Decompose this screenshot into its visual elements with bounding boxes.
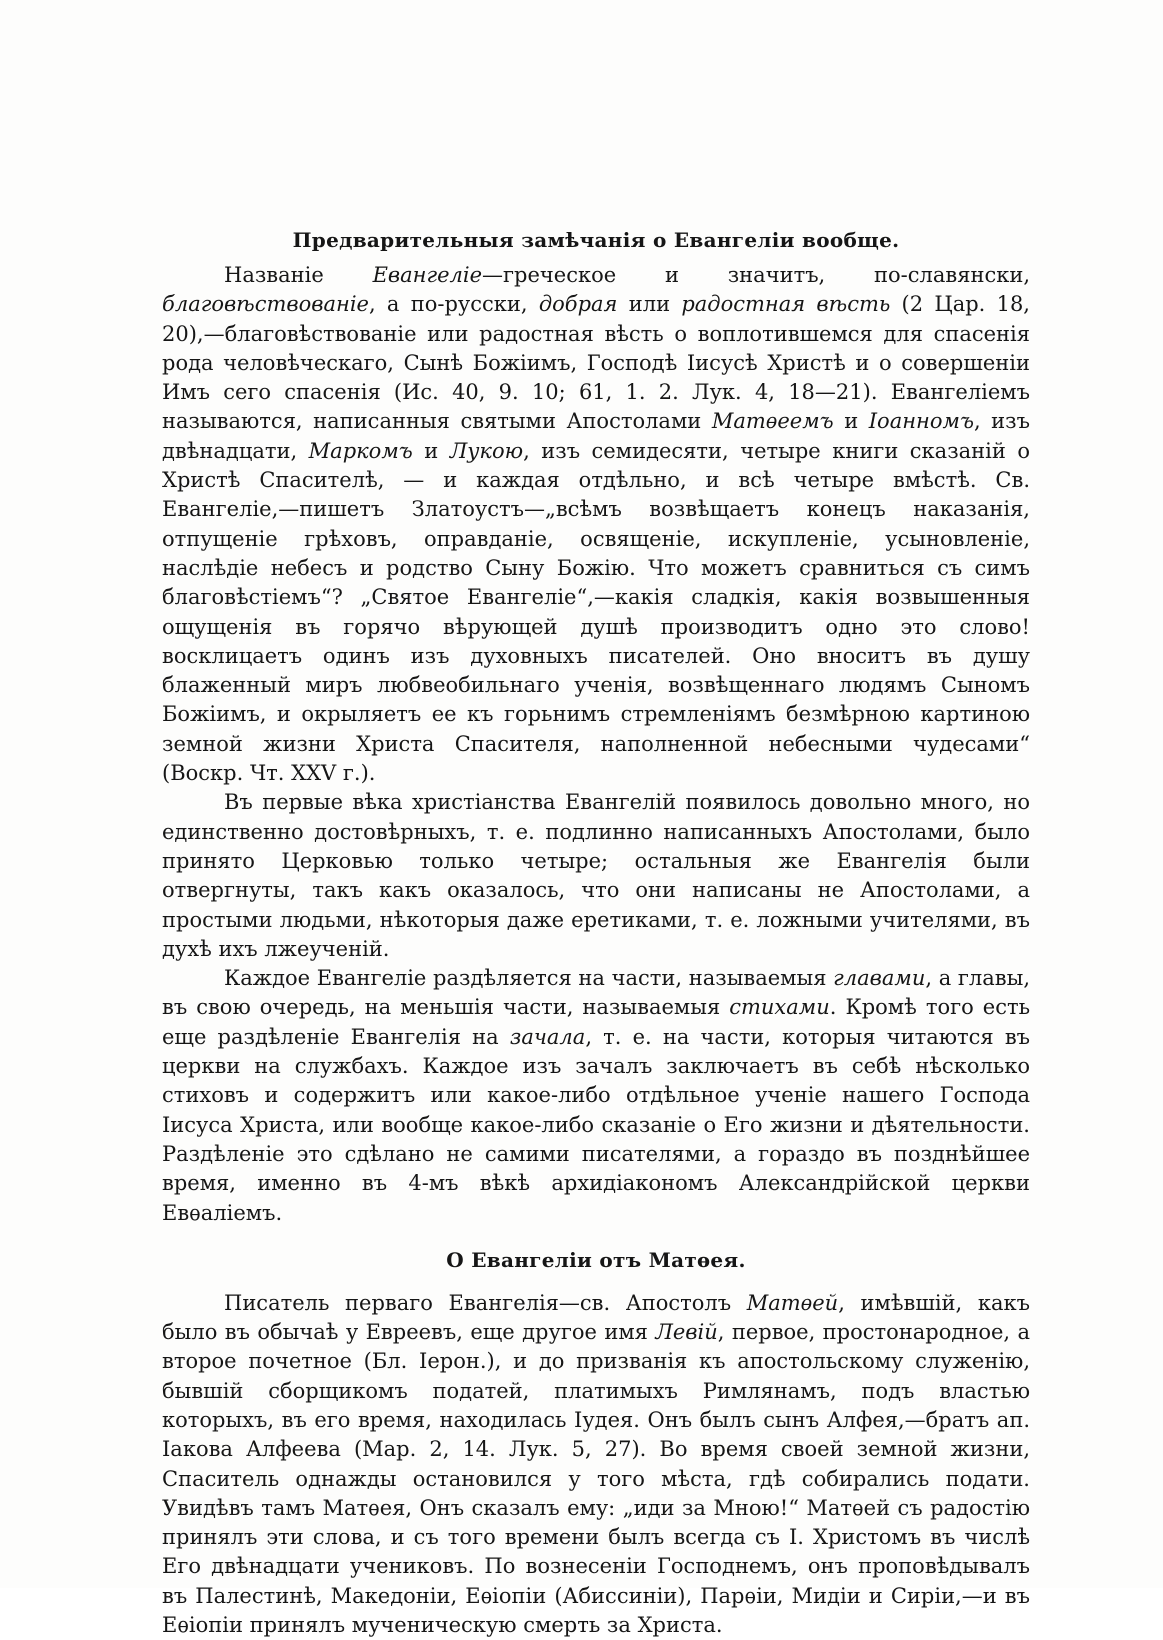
italic-term: Левій <box>655 1320 718 1345</box>
text-run: Названіе <box>224 263 373 287</box>
paragraph-apostle-matthew <box>162 1289 1030 1640</box>
text-run: , первое, простонародное, а второе почетное (Бл. Іерон.), и до призванія къ апостольскому служенію, бывшій сборщикомъ податей, платимыхъ Римлянамъ, подъ властью которыхъ, въ его время, находилась Іудея. Онъ былъ сынъ Алфея,—братъ ап. Іакова Алфеева (Мар. 2, 14. Лук. 5, 27). Во время своей земной жизни, Спаситель однажды остановился у того мѣста, гдѣ собирались подати. Увидѣвъ тамъ Матѳея, Онъ сказалъ ему: „иди за Мною!“ Матѳей съ радостію принялъ эти слова, и съ того времени былъ всегда съ І. Христомъ въ числѣ Его двѣнадцати учениковъ. По вознесеніи Господнемъ, онъ проповѣдывалъ въ Палестинѣ, Македоніи, Еѳіопіи (Абиссиніи), Парѳіи, Мидіи и Сиріи,—и въ Еѳіопіи принялъ мученическую смерть за Христа. <box>162 1320 1030 1638</box>
text-run: и <box>833 409 869 434</box>
italic-term: Евангеліе <box>372 263 483 287</box>
italic-term: Лукою <box>449 438 524 463</box>
text-run: —греческое и значитъ, по-славянски, <box>482 263 1030 287</box>
text-run: или <box>617 292 682 317</box>
italic-term: Іоанномъ <box>868 409 974 434</box>
italic-term: Маркомъ <box>308 438 413 463</box>
text-run: Писатель перваго Евангелія—св. Апостолъ <box>224 1290 747 1315</box>
italic-term: радостная вѣсть <box>681 292 891 317</box>
paragraph-early-gospels <box>162 788 1030 964</box>
section-heading-gospel-of-matthew: О Евангеліи отъ Матѳея. <box>446 1247 746 1272</box>
text-run: Каждое Евангеліе раздѣляется на части, называемыя <box>224 966 834 991</box>
italic-term: главами <box>833 966 926 991</box>
text-run: , т. е. на части, которыя читаются въ церкви на службахъ. Каждое изъ зачалъ заключаетъ въ себѣ нѣсколько стиховъ и содержитъ или какое-либо отдѣльное ученіе нашего Господа Іисуса Христа, или вообще какое-либо сказаніе о Его жизни и дѣятельности. Раздѣленіе это сдѣлано не самими писателями, а гораздо въ позднѣйшее время, именно въ 4-мъ вѣкѣ архидіакономъ Александрійской церкви Евѳаліемъ. <box>162 1024 1030 1225</box>
section-heading-preliminary-remarks: Предварительныя замѣчанія о Евангеліи вообще. <box>292 228 900 252</box>
paragraph-chapters-verses <box>162 964 1030 1228</box>
text-run: и <box>412 438 450 463</box>
italic-term: добрая <box>538 292 618 317</box>
italic-term: зачала <box>509 1024 586 1049</box>
text-run: , а главы, въ свою очередь, на меньшія части, называемыя <box>162 966 1030 1020</box>
text-run: , изъ двѣнадцати, <box>162 409 1030 463</box>
paragraph-gospel-name <box>162 261 1030 788</box>
text-run: , изъ семидесяти, четыре книги сказаній о Христѣ Спасителѣ, — и каждая отдѣльно, и всѣ четыре вмѣстѣ. Св. Евангеліе,—пишетъ Златоустъ—„всѣмъ возвѣщаетъ конецъ наказанія, отпущеніе грѣховъ, оправданіе, освященіе, искупленіе, усыновленіе, наслѣдіе небесъ и родство Сыну Божію. Что можетъ сравниться съ симъ благовѣстіемъ“? „Святое Евангеліе“,—какія сладкія, какія возвышенныя ощущенія въ горячо вѣрующей душѣ производитъ одно это слово! восклицаетъ одинъ изъ духовныхъ писателей. Оно вноситъ въ душу блаженный миръ любвеобильнаго ученія, возвѣщеннаго людямъ Сыномъ Божіимъ, и окрыляетъ ее къ горьнимъ стремленіямъ безмѣрною картиною земной жизни Христа Спасителя, наполненной небесными чудесами“ (Воскр. Чт. XXV г.). <box>162 438 1031 786</box>
italic-term: Матѳей <box>746 1290 839 1315</box>
italic-term: благовѣствованіе <box>162 292 369 317</box>
italic-term: стихами <box>729 995 830 1020</box>
italic-term: Матѳеемъ <box>711 409 834 434</box>
text-run: , имѣвшій, какъ было въ обычаѣ у Евреевъ, еще другое имя <box>162 1290 1030 1345</box>
text-run: , а по-русски, <box>368 292 539 317</box>
text-run: (2 Цар. 18, 20),—благовѣствованіе или радостная вѣсть о воплотившемся для спасенія рода человѣческаго, Сынѣ Божіимъ, Господѣ Іисусѣ Христѣ и о совершеніи Имъ сего спасенія (Ис. 40, 9. 10; 61, 1. 2. Лук. 4, 18—21). Евангеліемъ называются, написанныя святыми Апостолами <box>162 292 1030 434</box>
text-run: . Кромѣ того есть еще раздѣленіе Евангелія на <box>162 995 1031 1049</box>
page-content <box>162 226 1030 1640</box>
text-run: Въ первые вѣка христіанства Евангелій появилось довольно много, но единственно достовѣрныхъ, т. е. подлинно написанныхъ Апостолами, было принято Церковью только четыре; остальныя же Евангелія были отвергнуты, такъ какъ оказалось, что они написаны не Апостолами, а простыми людьми, нѣкоторыя даже еретиками, т. е. ложными учителями, въ духѣ ихъ лжеученій. <box>162 790 1030 961</box>
